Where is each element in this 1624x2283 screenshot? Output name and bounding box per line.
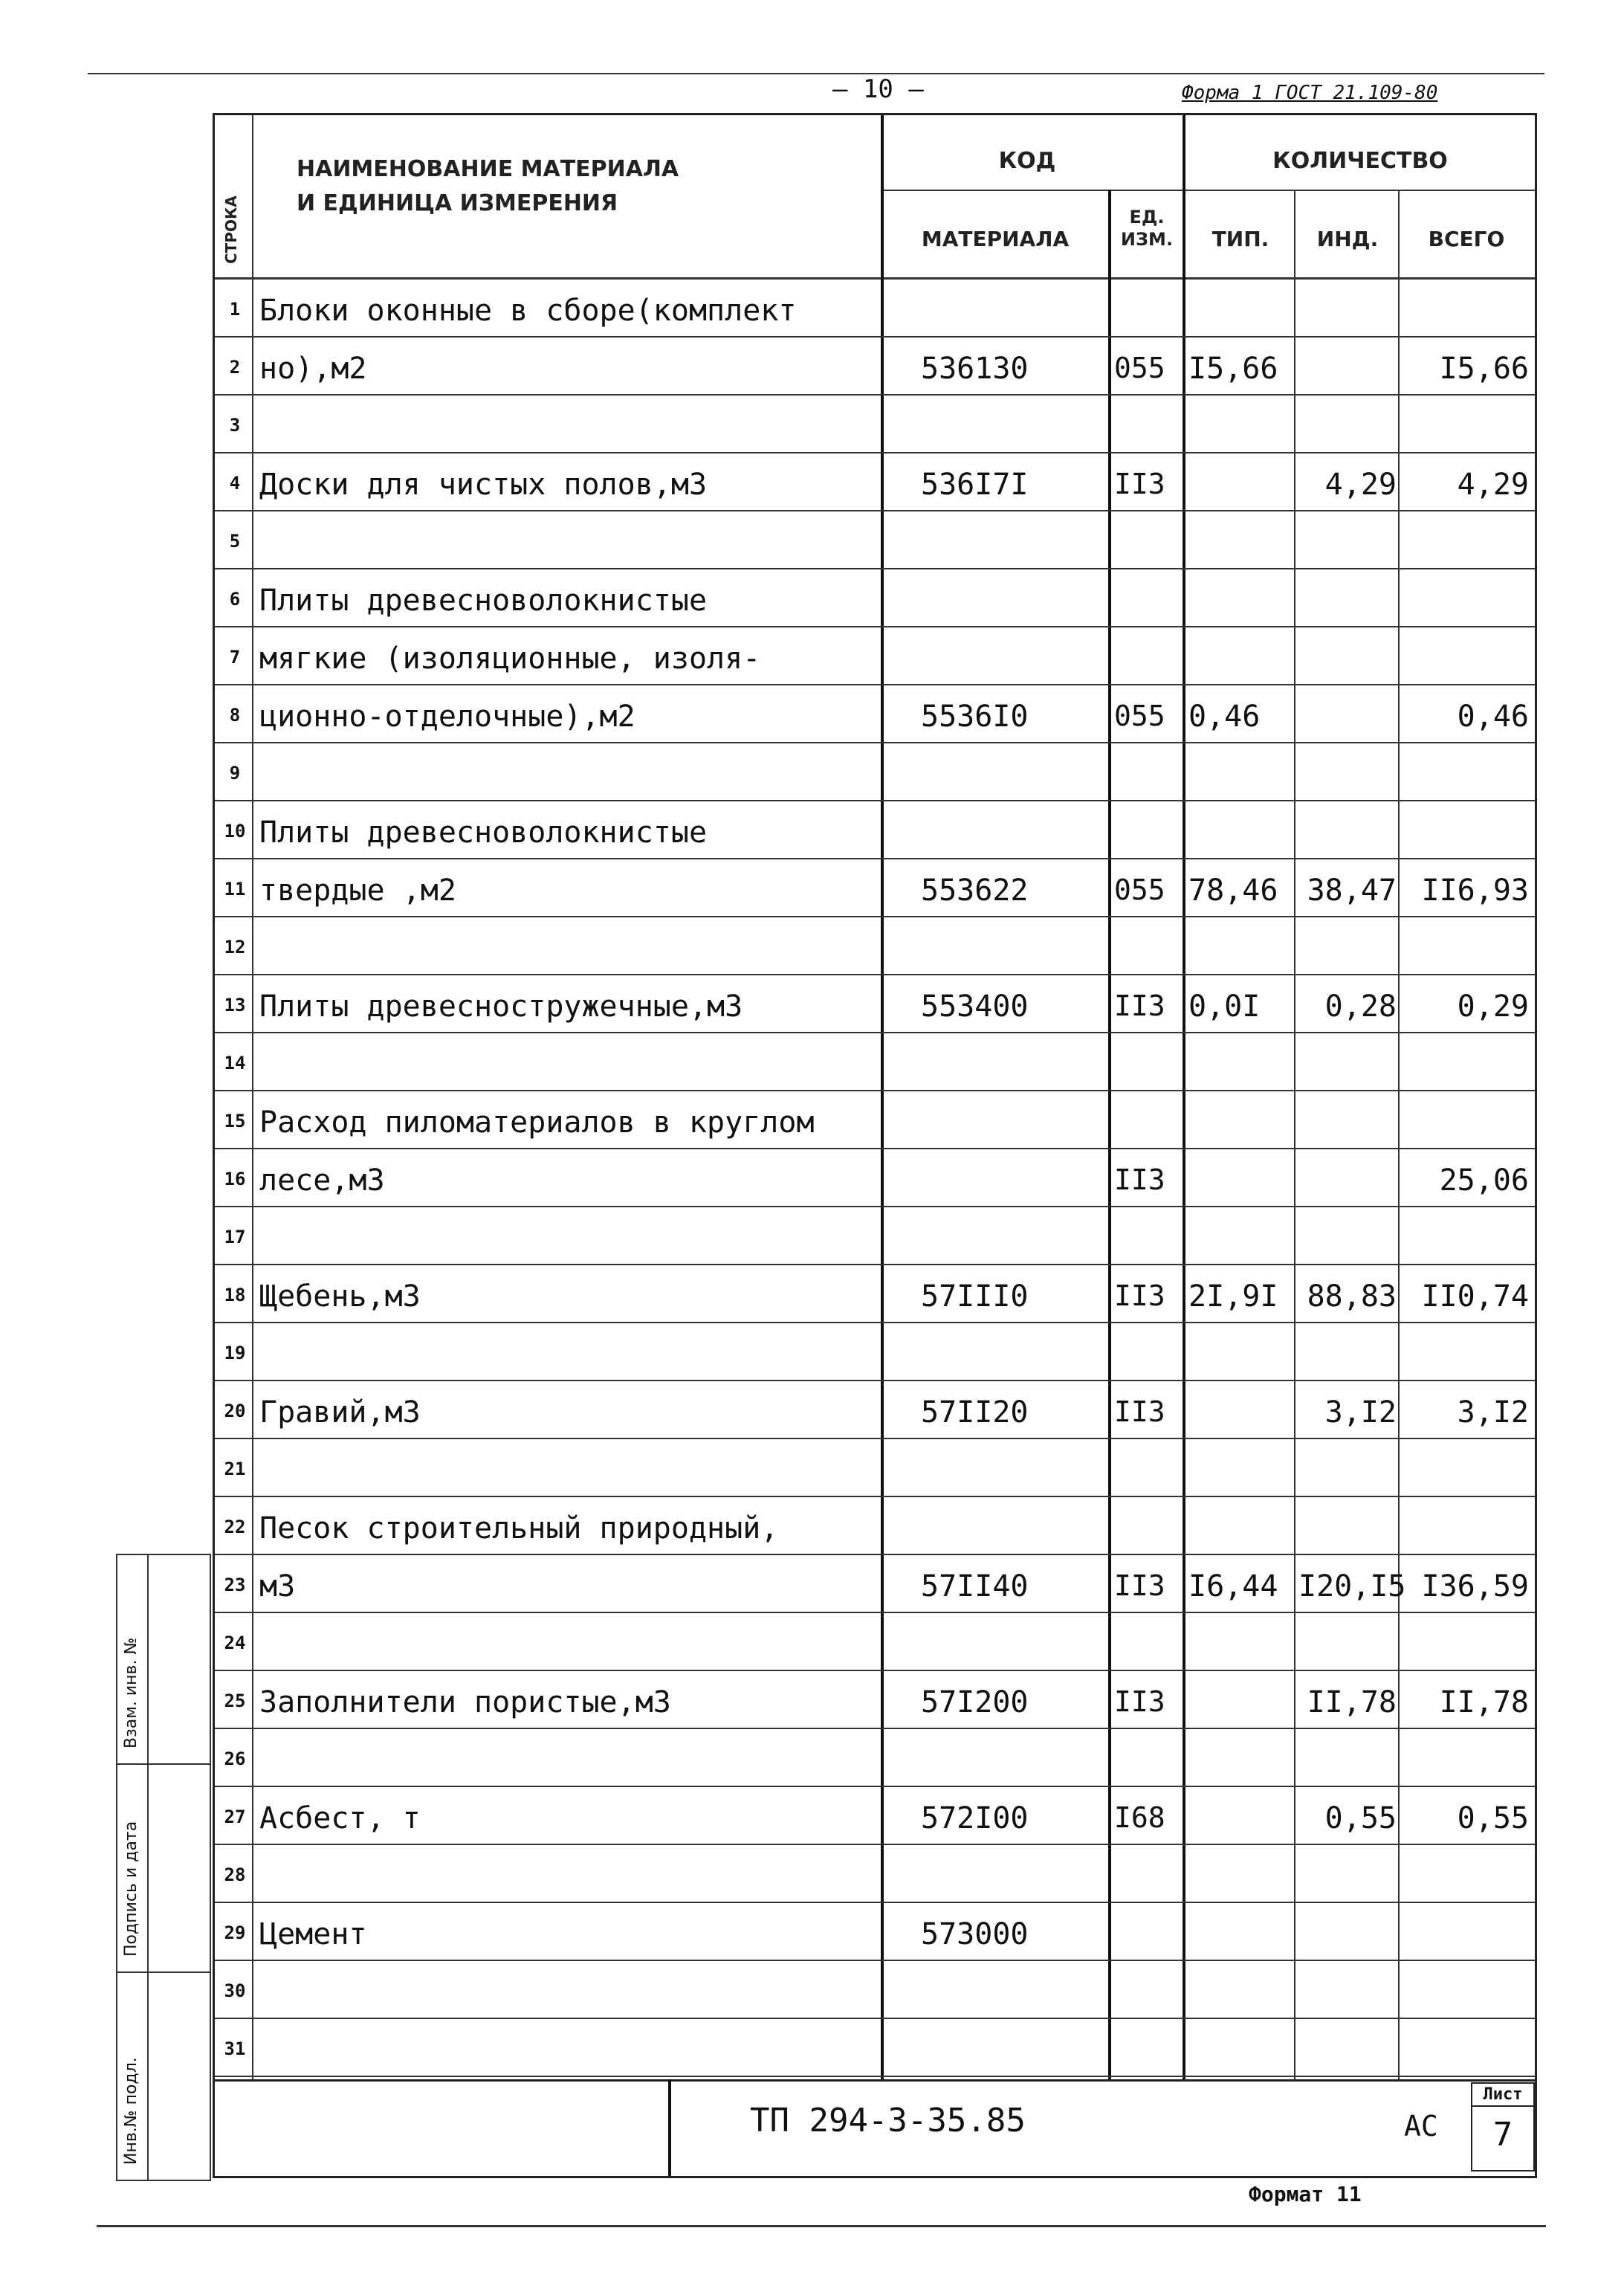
table-row [215,338,1535,395]
designation: ТП 294-3-35.85 [750,2102,1026,2140]
qty-total: II6,93 [1421,874,1529,908]
row-number: 17 [224,1227,246,1247]
qty-ind: 4,29 [1324,468,1397,502]
header-subline [884,190,1535,191]
qty-ind: 38,47 [1307,874,1397,908]
table-row [215,1555,1535,1613]
row-number: 14 [224,1053,246,1073]
unit-code: II3 [1114,468,1165,500]
code-header: КОД [998,148,1056,174]
material-name: но),м2 [259,352,367,386]
row-number: 31 [224,2038,246,2059]
material-code: 572I00 [921,1801,1029,1835]
table-row [215,627,1535,685]
table-row [215,453,1535,511]
row-number: 30 [224,1980,246,2001]
qty-typ: 0,46 [1188,700,1261,734]
row-number: 13 [224,995,246,1015]
qty-total: 3,I2 [1457,1395,1529,1430]
row-number: 1 [229,299,241,320]
qty-ind-header: ИНД. [1316,227,1379,251]
row-number: 10 [224,821,246,842]
row-number: 7 [229,647,241,668]
table-row [215,743,1535,801]
qty-ind: 3,I2 [1324,1395,1397,1430]
row-number: 3 [229,415,241,436]
code-unit-header: ЕД. ИЗМ. [1120,207,1174,250]
qty-ind: 0,28 [1324,989,1397,1024]
side-stamp [116,1554,211,2181]
top-rule [88,73,1544,74]
row-number: 29 [224,1922,246,1943]
table-row [215,1497,1535,1555]
table-row [215,1787,1535,1845]
row-number: 8 [229,705,241,726]
side-divider [117,1972,210,1973]
unit-code: II3 [1114,1569,1165,1602]
table-row [215,1439,1535,1497]
material-name: Заполнители пористые,м3 [259,1685,671,1719]
row-number: 21 [224,1459,246,1479]
table-row [215,1323,1535,1381]
form-label-top: Форма 1 ГОСТ 21.109-80 [1182,82,1438,104]
material-name: лесе,м3 [259,1163,385,1198]
material-code: 553622 [921,874,1029,908]
table-row [215,1149,1535,1207]
row-header-label: СТРОКА [222,196,240,264]
unit-code: 055 [1114,874,1165,906]
section-code: АС [1404,2110,1438,2142]
row-number: 5 [229,531,241,552]
sheet-label: Лист [1472,2084,1533,2107]
row-number: 12 [224,937,246,958]
material-code: 57II40 [921,1569,1029,1604]
qty-total: 0,55 [1457,1801,1529,1835]
table-row [215,1671,1535,1729]
material-code: 553400 [921,989,1029,1024]
material-code: 5536I0 [921,700,1029,734]
row-number: 28 [224,1864,246,1885]
qty-typ: 2I,9I [1188,1279,1278,1314]
qty-typ: I6,44 [1188,1569,1278,1604]
table-row [215,1033,1535,1091]
sheet-box [1471,2082,1535,2171]
qty-total: 0,46 [1457,700,1529,734]
material-code: 57I200 [921,1685,1029,1719]
qty-typ-header: ТИП. [1211,227,1269,251]
qty-total: II0,74 [1421,1279,1529,1314]
row-number: 26 [224,1748,246,1769]
table-row [215,511,1535,569]
material-name: Плиты древесноволокнистые [259,584,708,618]
material-name: Песок строительный природный, [259,1511,779,1546]
materials-table [213,113,1537,2082]
material-name: Щебень,м3 [259,1279,421,1314]
table-row [215,975,1535,1033]
material-name: Блоки оконные в сборе(комплект [259,294,797,328]
unit-code: II3 [1114,1685,1165,1718]
qty-ind: 0,55 [1324,1801,1397,1835]
unit-code: I68 [1114,1801,1165,1834]
material-code: 536I7I [921,468,1029,502]
side-divider [147,1555,149,2180]
qty-ind: 88,83 [1307,1279,1397,1314]
unit-code: II3 [1114,1395,1165,1428]
qty-total: I5,66 [1439,352,1529,386]
material-name: Расход пиломатериалов в круглом [259,1105,815,1140]
side-label-inv: Инв.№ подл. [122,2057,140,2165]
qty-header: КОЛИЧЕСТВО [1272,148,1448,174]
unit-code: 055 [1114,352,1165,384]
qty-typ: I5,66 [1188,352,1278,386]
qty-total: 4,29 [1457,468,1529,502]
row-number: 4 [229,473,241,494]
material-code: 57III0 [921,1279,1029,1314]
table-row [215,1961,1535,2019]
row-number: 2 [229,357,241,378]
qty-total: I36,59 [1421,1569,1529,1604]
format-label: Формат 11 [1249,2182,1362,2206]
material-code: 57II20 [921,1395,1029,1430]
row-number: 23 [224,1575,246,1595]
table-row [215,1265,1535,1323]
unit-code: 055 [1114,700,1165,732]
table-row [215,1381,1535,1439]
table-row [215,801,1535,859]
material-name: Гравий,м3 [259,1395,421,1430]
table-row [215,2019,1535,2077]
qty-total: 0,29 [1457,989,1529,1024]
unit-code: II3 [1114,989,1165,1022]
sheet-number: 7 [1492,2116,1513,2154]
page-number: – 10 – [832,74,924,104]
qty-typ: 78,46 [1188,874,1278,908]
qty-ind: I20,I5 [1298,1569,1406,1604]
table-row [215,1845,1535,1903]
row-number: 15 [224,1111,246,1131]
qty-total: II,78 [1439,1685,1529,1719]
material-name: Плиты древесностружечные,м3 [259,989,743,1024]
code-material-header: МАТЕРИАЛА [921,227,1070,251]
qty-total: 25,06 [1439,1163,1529,1198]
row-number: 24 [224,1633,246,1653]
side-label-replace: Взам. инв. № [122,1637,140,1748]
side-divider [117,1763,210,1765]
material-name: Цемент [259,1917,367,1951]
row-number: 19 [224,1343,246,1363]
side-label-sign: Подпись и дата [122,1821,140,1957]
table-row [215,685,1535,743]
table-row [215,917,1535,975]
material-name: твердые ,м2 [259,874,456,908]
unit-code: II3 [1114,1163,1165,1196]
material-name: Асбест, т [259,1801,421,1835]
table-row [215,859,1535,917]
material-name: Доски для чистых полов,м3 [259,468,708,502]
material-name: м3 [259,1569,296,1604]
row-line [215,2076,1535,2077]
material-name: ционно-отделочные),м2 [259,700,635,734]
table-row [215,1091,1535,1149]
row-number: 18 [224,1285,246,1305]
row-number: 22 [224,1517,246,1537]
row-number: 9 [229,763,241,784]
unit-code: II3 [1114,1279,1165,1312]
material-name: мягкие (изоляционные, изоля- [259,642,761,676]
table-row [215,1729,1535,1787]
qty-ind: II,78 [1307,1685,1397,1719]
row-number: 6 [229,589,241,610]
material-code: 573000 [921,1917,1029,1951]
material-name: Плиты древесноволокнистые [259,816,708,850]
qty-total-header: ВСЕГО [1428,227,1505,251]
row-number: 16 [224,1169,246,1189]
table-row [215,1903,1535,1961]
title-block [213,2079,1537,2178]
table-row [215,1207,1535,1265]
footer-divider [668,2079,671,2176]
table-row [215,395,1535,453]
row-number: 20 [224,1401,246,1421]
table-row [215,1613,1535,1671]
row-number: 27 [224,1806,246,1827]
qty-typ: 0,0I [1188,989,1261,1024]
bottom-rule [97,2225,1546,2227]
row-number: 11 [224,879,246,900]
row-number: 25 [224,1691,246,1711]
table-row [215,280,1535,338]
material-code: 536130 [921,352,1029,386]
table-row [215,569,1535,627]
name-header: НАИМЕНОВАНИЕ МАТЕРИАЛА И ЕДИНИЦА ИЗМЕРЕНИЯ [297,156,679,216]
